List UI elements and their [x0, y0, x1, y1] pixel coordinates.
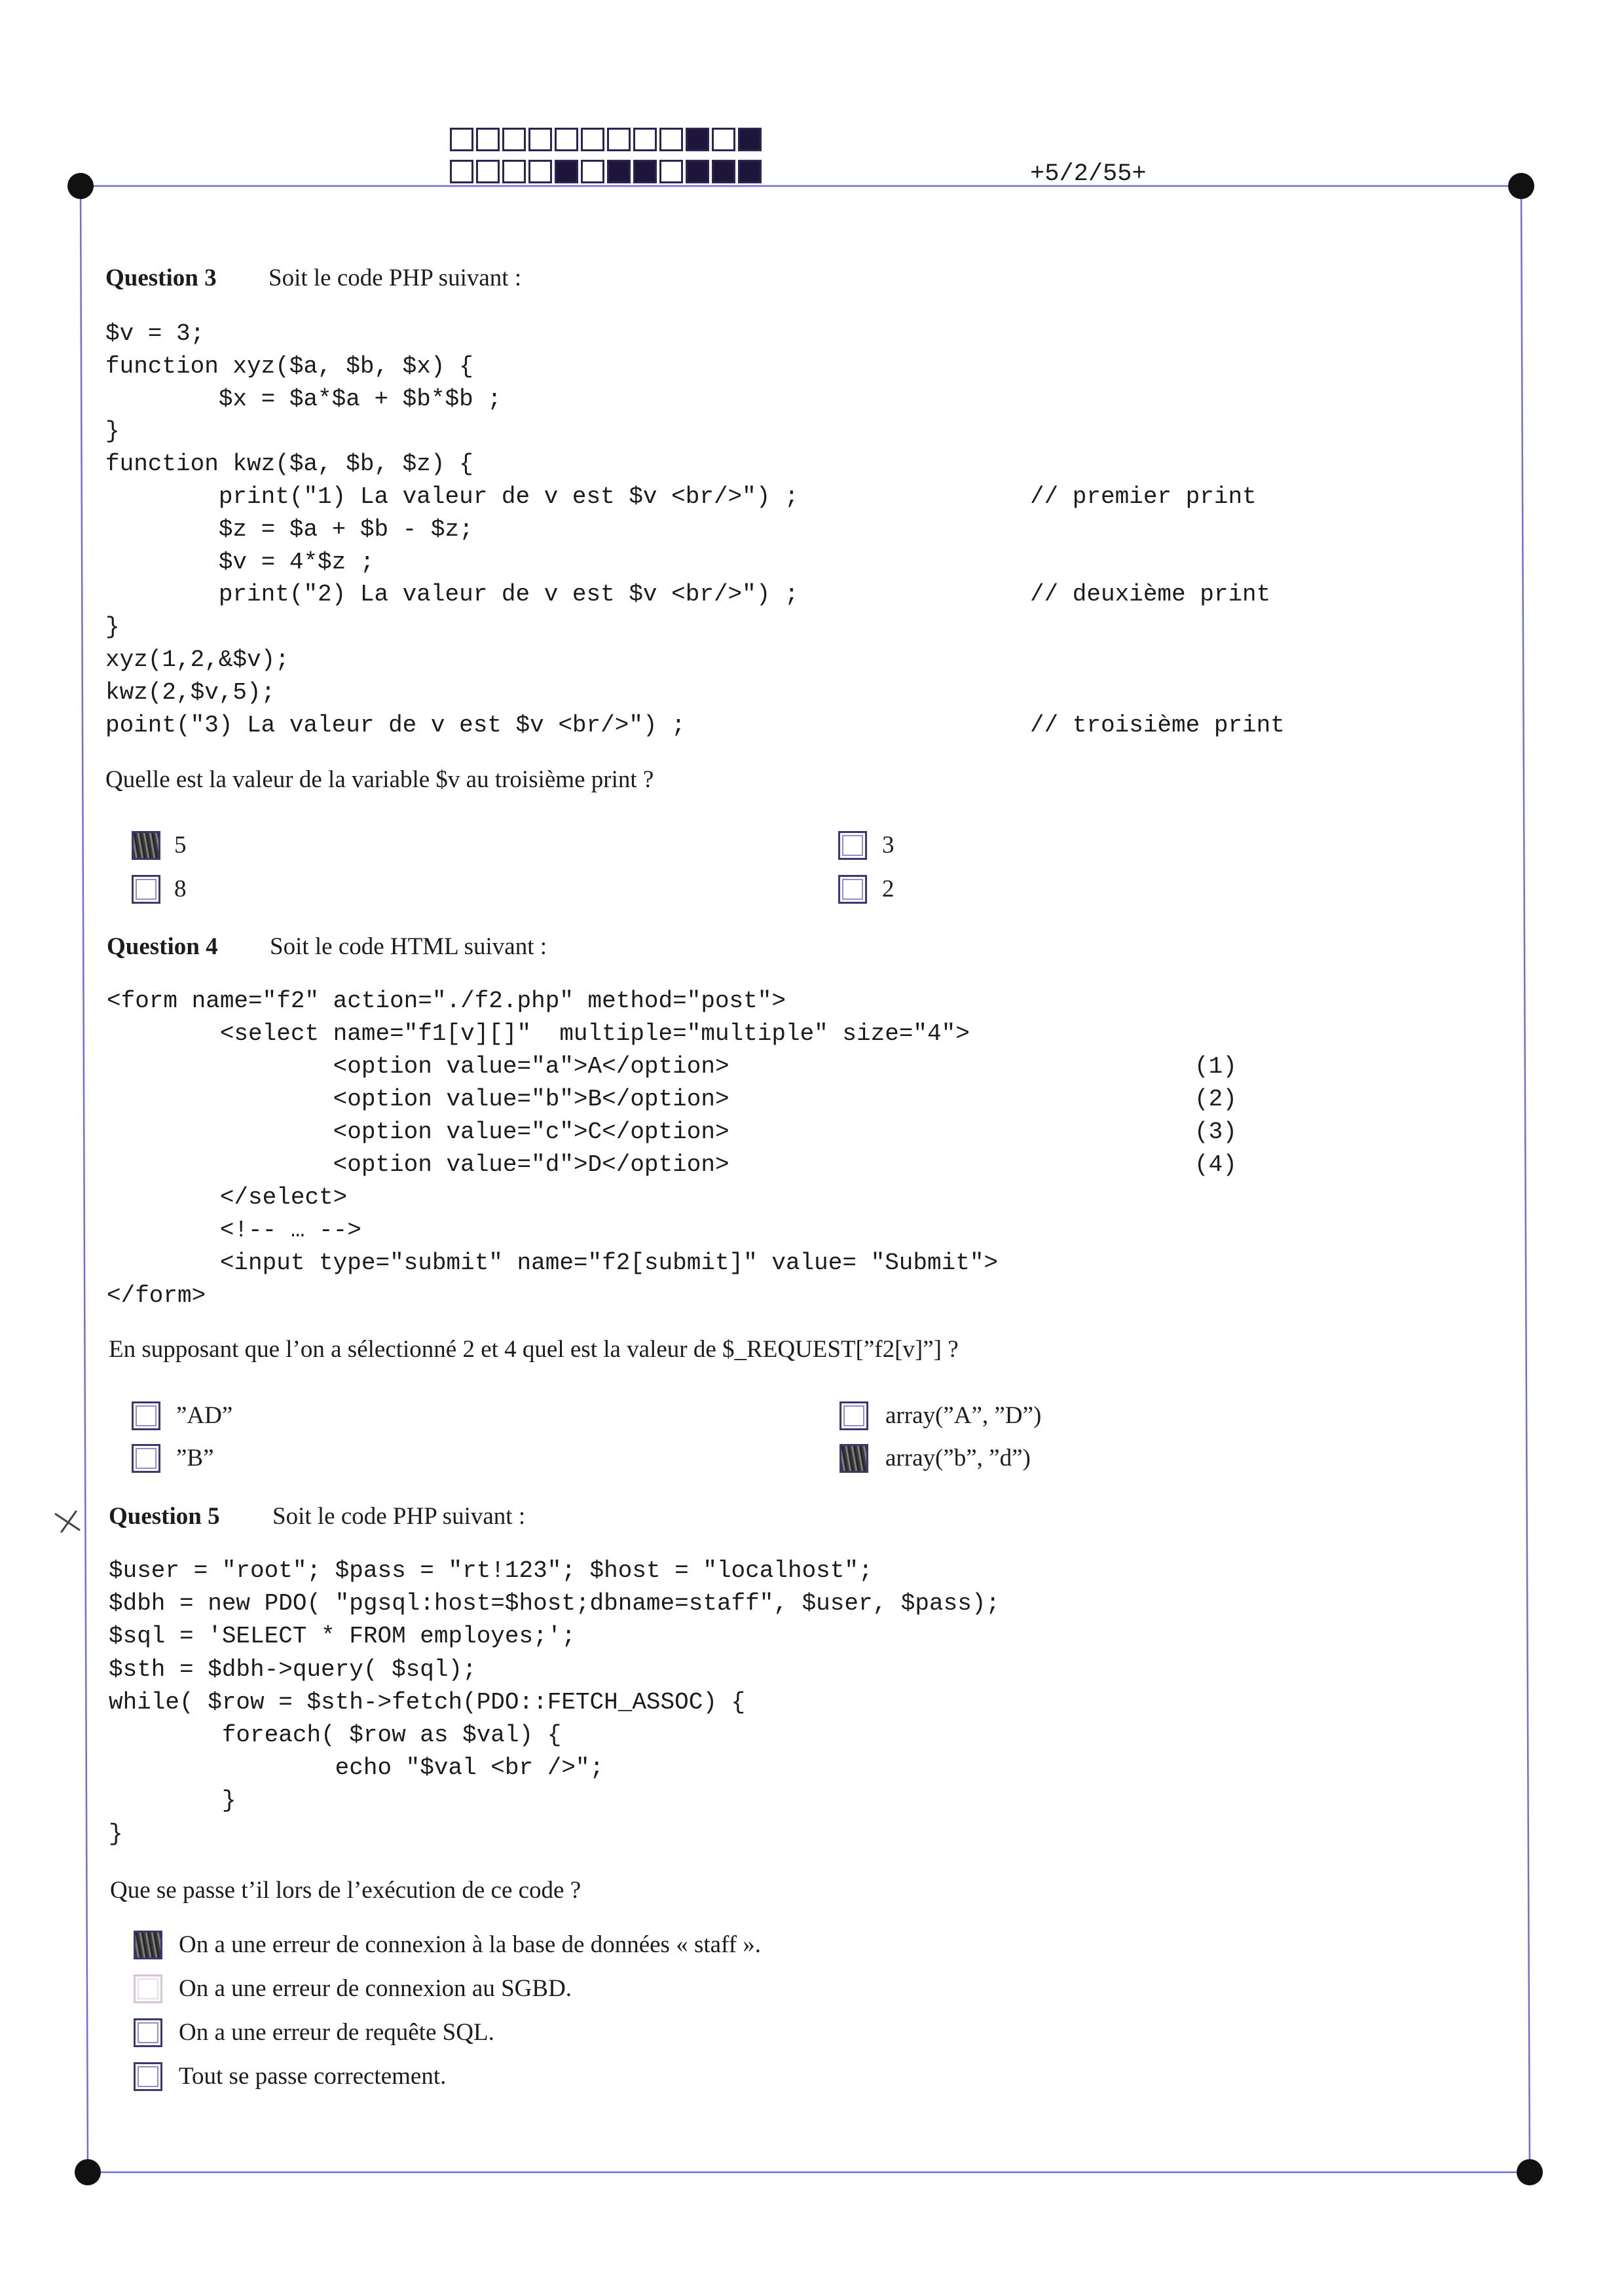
- code-line: [109, 1620, 1000, 1653]
- question-5-header: [109, 1500, 220, 1533]
- corner-mark-bottom-left: [75, 2159, 101, 2185]
- code-line: [105, 578, 1271, 611]
- question-4-header: [107, 931, 218, 963]
- code-mark-box: [738, 160, 762, 183]
- code-text: $v = 4*$z ;: [105, 548, 375, 576]
- code-mark-box: [555, 128, 578, 151]
- code-comment: (4): [1194, 1151, 1237, 1178]
- answer-label: On a une erreur de requête SQL.: [179, 2019, 494, 2046]
- code-block-q3: [105, 318, 1285, 741]
- code-line: [107, 1247, 998, 1280]
- code-line: [105, 644, 799, 676]
- answer-checkbox[interactable]: [134, 2062, 162, 2091]
- question-prompt: En supposant que l’on a sélectionné 2 et 4 quel est la valeur de $_REQUEST[”f2[v]”] ?: [109, 1336, 959, 1363]
- code-mark-box: [607, 128, 631, 151]
- answer-checkbox[interactable]: [134, 2018, 162, 2047]
- code-text: <input type="submit" name="f2[submit]" value= "Submit">: [107, 1250, 999, 1276]
- code-line: [105, 513, 799, 546]
- answer-checkbox[interactable]: [132, 1444, 160, 1473]
- code-text: echo "$val <br />";: [109, 1754, 604, 1782]
- answer-checkbox[interactable]: [132, 875, 160, 904]
- code-mark-box: [555, 160, 578, 183]
- code-text: xyz(1,2,&$v);: [105, 646, 289, 673]
- code-line: [109, 1818, 1000, 1851]
- code-mark-box: [712, 160, 735, 183]
- code-line: [109, 1555, 1000, 1587]
- code-mark-box: [686, 160, 709, 183]
- question-intro: Soit le code PHP suivant :: [272, 1503, 526, 1530]
- code-line: [107, 1018, 998, 1050]
- code-text: function kwz($a, $b, $z) {: [105, 451, 473, 478]
- code-text: }: [109, 1820, 123, 1847]
- corner-mark-top-left: [67, 173, 94, 199]
- code-marks-row-2: [450, 160, 762, 183]
- code-mark-box: [450, 128, 473, 151]
- code-text: $z = $a + $b - $z;: [105, 515, 473, 543]
- code-mark-box: [633, 160, 657, 183]
- code-block-q4: [107, 985, 1237, 1312]
- code-text: <select name="f1[v][]" multiple="multiple" size="4">: [107, 1020, 970, 1047]
- code-mark-box: [450, 160, 473, 183]
- code-comment: (2): [1194, 1086, 1237, 1113]
- answer-label: 3: [882, 832, 895, 859]
- code-line: [107, 1280, 998, 1312]
- code-line: [109, 1587, 1000, 1620]
- code-text: function xyz($a, $b, $x) {: [105, 352, 473, 380]
- code-line: [107, 1083, 1237, 1116]
- question-label: Question 4: [107, 933, 218, 960]
- question-label: Question 5: [109, 1503, 220, 1530]
- code-text: <!-- … -->: [107, 1217, 361, 1244]
- code-line: [105, 318, 799, 350]
- code-line: [105, 481, 1257, 513]
- code-marks-row-1: [450, 128, 762, 151]
- answer-checkbox[interactable]: [134, 1931, 162, 1959]
- code-text: }: [105, 614, 120, 641]
- answer-label: 8: [174, 876, 187, 902]
- code-line: [109, 1719, 1000, 1752]
- answer-checkbox[interactable]: [840, 1401, 868, 1430]
- corner-mark-bottom-right: [1517, 2159, 1543, 2185]
- code-text: while( $row = $sth->fetch(PDO::FETCH_ASSOC) {: [109, 1688, 746, 1716]
- code-line: [107, 1214, 998, 1247]
- code-text: $sth = $dbh->query( $sql);: [109, 1656, 477, 1683]
- code-line: [109, 1686, 1000, 1719]
- code-mark-box: [581, 128, 604, 151]
- code-line: [107, 1181, 998, 1214]
- answer-label: ”AD”: [176, 1402, 233, 1429]
- code-comment: // premier print: [1030, 483, 1257, 510]
- code-line: [105, 709, 1285, 742]
- code-text: <option value="b">B</option>: [107, 1086, 729, 1113]
- code-text: print("2) La valeur de v est $v <br/>") ;: [105, 581, 799, 608]
- code-mark-box: [738, 128, 762, 151]
- code-line: [105, 546, 799, 579]
- code-text: <form name="f2" action="./f2.php" method="post">: [107, 988, 786, 1014]
- question-intro: Soit le code HTML suivant :: [270, 933, 547, 960]
- question-intro: Soit le code PHP suivant :: [268, 265, 522, 291]
- answer-label: 2: [882, 876, 895, 902]
- frame-line-left: [81, 186, 88, 2172]
- page-code: +5/2/55+: [1030, 160, 1147, 188]
- answer-checkbox[interactable]: [840, 1444, 868, 1473]
- answer-label: array(”A”, ”D”): [885, 1402, 1042, 1429]
- corner-mark-top-right: [1508, 173, 1534, 199]
- code-text: point("3) La valeur de v est $v <br/>") ;: [105, 711, 686, 739]
- code-line: [107, 1050, 1237, 1083]
- answer-checkbox[interactable]: [132, 1401, 160, 1430]
- question-label: Question 3: [105, 265, 217, 291]
- code-line: [105, 415, 799, 448]
- frame-line-right: [1521, 186, 1530, 2172]
- code-mark-box: [476, 128, 500, 151]
- code-line: [105, 350, 799, 383]
- code-comment: // troisième print: [1030, 711, 1285, 739]
- code-mark-box: [686, 128, 709, 151]
- answer-label: 5: [174, 832, 187, 859]
- code-text: print("1) La valeur de v est $v <br/>") ;: [105, 483, 799, 510]
- answer-label: On a une erreur de connexion au SGBD.: [179, 1975, 572, 2002]
- code-text: kwz(2,$v,5);: [105, 678, 276, 706]
- code-line: [105, 383, 799, 416]
- question-3-header: [105, 262, 217, 295]
- answer-label: array(”b”, ”d”): [885, 1445, 1031, 1472]
- code-text: }: [105, 418, 120, 445]
- code-comment: // deuxième print: [1030, 581, 1271, 608]
- code-line: [109, 1785, 1000, 1817]
- code-text: <option value="c">C</option>: [107, 1119, 729, 1145]
- code-mark-box: [607, 160, 631, 183]
- code-text: }: [109, 1787, 236, 1815]
- code-text: foreach( $row as $val) {: [109, 1721, 562, 1749]
- answer-label: Tout se passe correctement.: [179, 2063, 447, 2090]
- code-block-q5: [109, 1555, 1000, 1851]
- code-mark-box: [659, 160, 683, 183]
- code-line: [107, 1116, 1237, 1149]
- code-text: <option value="d">D</option>: [107, 1151, 729, 1178]
- answer-checkbox[interactable]: [838, 831, 867, 860]
- handwritten-cross-mark: [56, 1511, 79, 1532]
- question-prompt: Quelle est la valeur de la variable $v au troisième print ?: [105, 766, 654, 793]
- code-mark-box: [659, 128, 683, 151]
- question-prompt: Que se passe t’il lors de l’exécution de ce code ?: [110, 1877, 581, 1904]
- code-mark-box: [528, 128, 552, 151]
- code-text: $sql = 'SELECT * FROM employes;';: [109, 1623, 576, 1650]
- code-mark-box: [502, 160, 526, 183]
- code-text: $user = "root"; $pass = "rt!123"; $host = "localhost";: [109, 1557, 873, 1584]
- answer-checkbox[interactable]: [134, 1974, 162, 2003]
- code-text: </form>: [107, 1282, 206, 1309]
- answer-checkbox[interactable]: [132, 831, 160, 860]
- code-line: [105, 611, 799, 644]
- code-comment: (1): [1194, 1053, 1237, 1080]
- answer-checkbox[interactable]: [838, 875, 867, 904]
- code-line: [107, 1149, 1237, 1181]
- answer-label: On a une erreur de connexion à la base de données « staff ».: [179, 1931, 762, 1958]
- code-mark-box: [633, 128, 657, 151]
- code-text: $x = $a*$a + $b*$b ;: [105, 385, 502, 413]
- code-mark-box: [581, 160, 604, 183]
- code-mark-box: [528, 160, 552, 183]
- code-text: $dbh = new PDO( "pgsql:host=$host;dbname=staff", $user, $pass);: [109, 1590, 1001, 1618]
- answer-label: ”B”: [176, 1445, 214, 1472]
- code-comment: (3): [1194, 1119, 1237, 1145]
- code-line: [109, 1752, 1000, 1785]
- code-text: </select>: [107, 1184, 348, 1211]
- code-line: [107, 985, 998, 1018]
- code-line: [109, 1654, 1000, 1686]
- code-mark-box: [712, 128, 735, 151]
- code-mark-box: [502, 128, 526, 151]
- code-text: <option value="a">A</option>: [107, 1053, 729, 1080]
- code-line: [105, 448, 799, 481]
- code-text: $v = 3;: [105, 320, 205, 347]
- code-mark-box: [476, 160, 500, 183]
- code-line: [105, 676, 799, 709]
